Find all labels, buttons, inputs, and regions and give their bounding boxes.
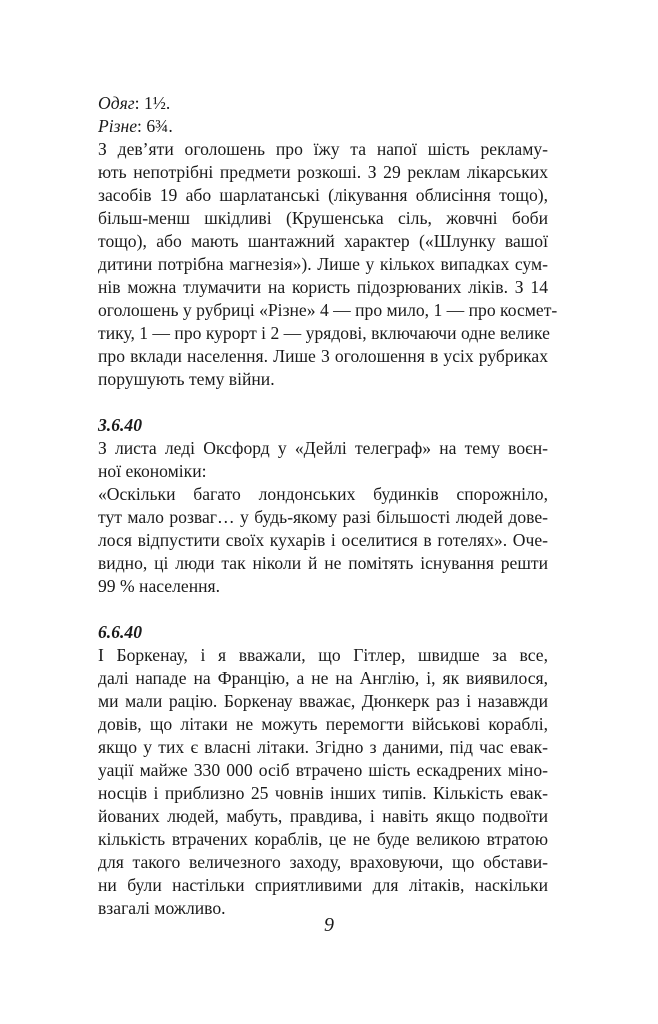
page-body	[98, 92, 558, 920]
text-line: ми мали рацію. Боркенау вважає, Дюнкерк раз і назавжди	[98, 691, 548, 711]
entry-date-heading: 6.6.40	[98, 622, 142, 642]
text-line: З дев’яти оголошень про їжу та напої шість рекламу-	[98, 139, 548, 159]
text-line: 99 % населення.	[98, 576, 221, 596]
text-line: оголошень у рубриці «Різне» 4 — про мило, 1 — про космет-	[98, 300, 558, 320]
list-item-label: Різне	[98, 116, 138, 136]
text-line: якщо у тих є власні літаки. Згідно з даними, під час евак-	[98, 737, 548, 757]
text-line: носців і приблизно 25 човнів інших типів. Кількість евак-	[98, 783, 548, 803]
text-line: «Оскільки багато лондонських будинків спорожніло,	[98, 484, 548, 504]
text-line: ни були настільки сприятливими для літаків, наскільки	[98, 875, 548, 895]
text-line: порушують тему війни.	[98, 369, 275, 389]
text-line: довів, що літаки не можуть перемогти військові кораблі,	[98, 714, 548, 734]
text-line: більш-менш шкідливі (Крушенська сіль, жовчні боби	[98, 208, 548, 228]
page-number: 9	[324, 914, 334, 936]
list-item-value: : 1½.	[134, 93, 171, 113]
text-line: ної економіки:	[98, 461, 207, 481]
text-line: лося відпустити своїх кухарів і оселитися в готелях». Оче-	[98, 530, 548, 550]
text-line: уації майже 330 000 осіб втрачено шість ескадрених міно-	[98, 760, 548, 780]
list-item	[98, 115, 548, 138]
text-line: кількість втрачених кораблів, це не буде великою втратою	[98, 829, 548, 849]
text-line: про вклади населення. Лише 3 оголошення в усіх рубриках	[98, 346, 548, 366]
entry-date-heading: 3.6.40	[98, 415, 142, 435]
text-line: йованих людей, мабуть, правдива, і навіть якщо подвоїти	[98, 806, 548, 826]
paragraph	[98, 138, 558, 391]
text-line: ють непотрібні предмети розкоші. З 29 реклам лікарських	[98, 162, 548, 182]
text-line: далі нападе на Францію, а не на Англію, і, як виявилося,	[98, 668, 548, 688]
text-line: для такого величезного заходу, враховуючи, що обстави-	[98, 852, 548, 872]
text-line: видно, ці люди так ніколи й не помітять існування решти	[98, 553, 548, 573]
paragraph	[98, 437, 548, 483]
list-item-value: : 6¾.	[137, 116, 173, 136]
text-line: дитини потрібна магнезія»). Лише у кількох випадках сум-	[98, 254, 548, 274]
list-item	[98, 92, 548, 115]
text-line: нів можна тлумачити на користь підозрюваних ліків. З 14	[98, 277, 548, 297]
paragraph	[98, 483, 548, 598]
text-line: тику, 1 — про курорт і 2 — урядові, включаючи одне велике	[98, 323, 550, 343]
text-line: З листа леді Оксфорд у «Дейлі телеграф» на тему воєн-	[98, 438, 548, 458]
list-item-label: Одяг	[98, 93, 135, 113]
text-line: засобів 19 або шарлатанські (лікування облисіння тощо),	[98, 185, 548, 205]
text-line: взагалі можливо.	[98, 898, 226, 918]
paragraph	[98, 644, 548, 920]
text-line: тощо), або мають шантажний характер («Шлунку вашої	[98, 231, 548, 251]
text-line: тут мало розваг… у будь-якому разі більшості людей дове-	[98, 507, 548, 527]
text-line: І Боркенау, і я вважали, що Гітлер, швидше за все,	[98, 645, 548, 665]
